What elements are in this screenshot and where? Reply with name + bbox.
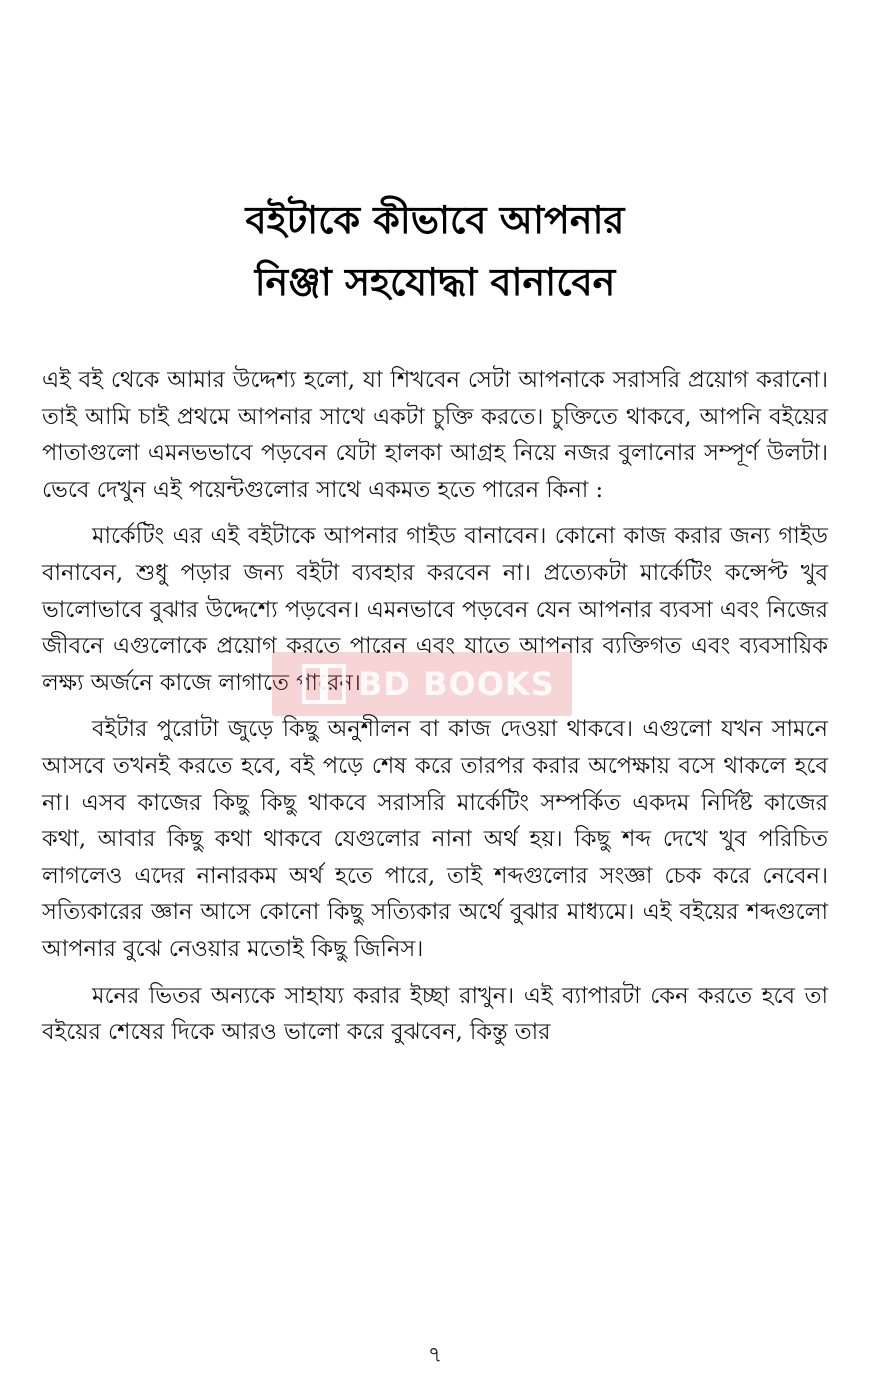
paragraph-intro: এই বই থেকে আমার উদ্দেশ্য হলো, যা শিখবেন সেটা আপনাকে সরাসরি প্রয়োগ করানো। তাই আমি চাই প্রথমে আপনার সাথে একটা চুক্তি করতে। চুক্তিতে থাকবে, আপনি বইয়ের পাতাগুলো এমনভভাবে পড়বেন যেটা হালকা আগ্রহ নিয়ে নজর বুলানোর সম্পূর্ণ উলটা। ভেবে দেখুন এই পয়েন্টগুলোর সাথে একমত হতে পারেন কিনা :: [42, 367, 828, 503]
watermark-text: BD BOOKS: [358, 665, 555, 703]
page-number: ৭: [427, 1343, 443, 1368]
paragraph-exercises: বইটার পুরোটা জুড়ে কিছু অনুশীলন বা কাজ দেওয়া থাকবে। এগুলো যখন সামনে আসবে তখনই করতে হবে, বই পড়ে শেষ করে তারপর করার অপেক্ষায় বসে থাকলে হবে না। এসব কাজের কিছু কিছু থাকবে সরাসরি মার্কেটিং সম্পর্কিত একদম নির্দিষ্ট কাজের কথা, আবার কিছু কথা থাকবে যেগুলোর নানা অর্থ হয়। কিছু শব্দ দেখে খুব পরিচিত লাগলেও এদের নানারকম অর্থ হতে পারে, তাই শব্দগুলোর সংজ্ঞা চেক করে নেবেন। সত্যিকারের জ্ঞান আসে কোনো কিছু সত্যিকার অর্থে বুঝার মাধ্যমে। এই বইয়ের শব্দগুলো আপনার বুঝে নেওয়ার মতোই কিছু জিনিস।: [42, 716, 828, 962]
chapter-title-line-1: বইটাকে কীভাবে আপনার: [245, 198, 625, 242]
body-text: [42, 362, 828, 1061]
paragraph-guide: মার্কেটিং এর এই বইটাকে আপনার গাইড বানাবেন। কোনো কাজ করার জন্য গাইড বানাবেন, শুধু পড়ার জন্য বইটা ব্যবহার করবেন না। প্রত্যেকটা মার্কেটিং কন্সেপ্ট খুব ভালোভাবে বুঝার উদ্দেশ্যে পড়বেন। এমনভাবে পড়বেন যেন আপনার ব্যবসা এবং নিজের জীবনে এগুলোকে প্রয়োগ করতে পারেন এবং যাতে আপনার ব্যক্তিগত এবং ব্যবসায়িক লক্ষ্য অর্জনে কাজে লাগাতে পারেন।: [42, 523, 828, 696]
chapter-title-line-2: নিঞ্জা সহযোদ্ধা বানাবেন: [254, 260, 616, 304]
paragraph-help-others: মনের ভিতর অন্যকে সাহায্য করার ইচ্ছা রাখুন। এই ব্যাপারটা কেন করতে হবে তা বইয়ের শেষের দিকে আরও ভালো করে বুঝবেন, কিন্তু তার: [42, 982, 828, 1046]
